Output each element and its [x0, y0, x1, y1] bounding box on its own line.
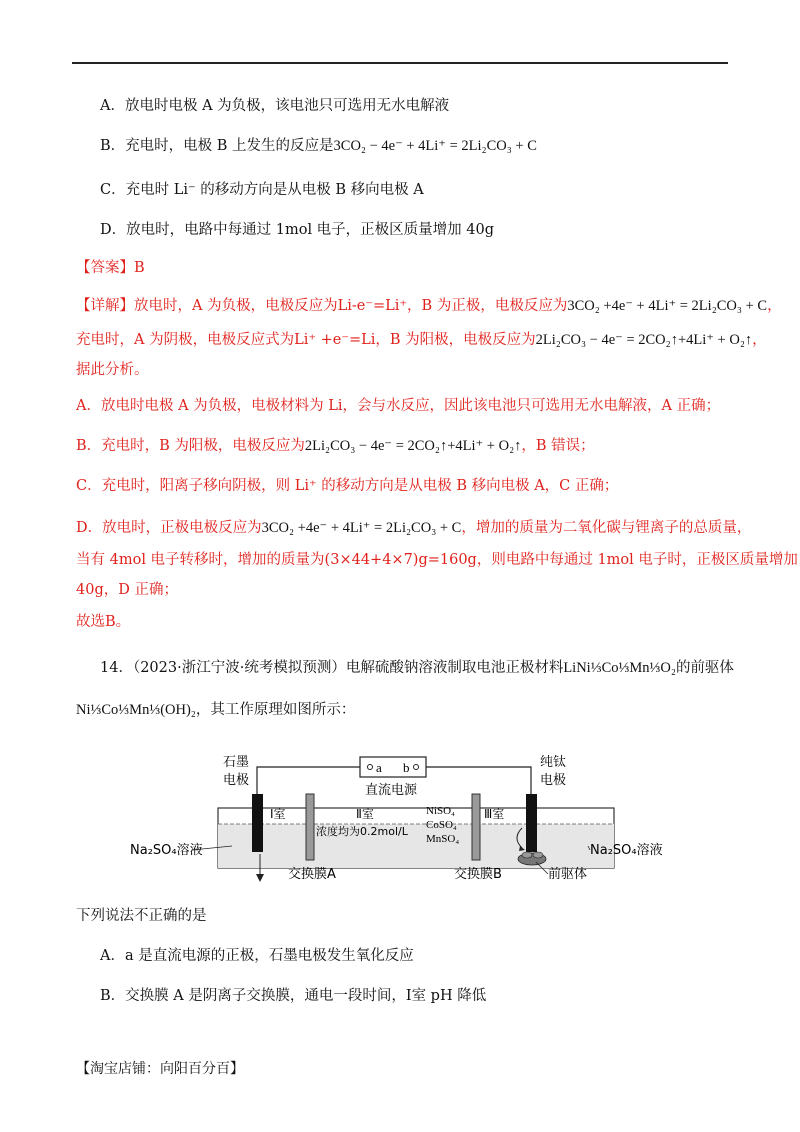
membrane-b — [472, 794, 480, 860]
terminal-b — [414, 765, 419, 770]
q14-option-a: A．a 是直流电源的正极，石墨电极发生氧化反应 — [100, 948, 414, 964]
q14-material-formula: LiNi⅓Co⅓Mn⅓O₂ — [563, 660, 676, 676]
graphite-label-1: 石墨 — [223, 755, 250, 770]
q14-precursor-formula: Ni⅓Co⅓Mn⅓(OH)₂ — [76, 702, 196, 718]
membrane-a-label: 交换膜A — [288, 867, 336, 882]
q14-number: 14． — [100, 660, 133, 676]
answer-label: 【答案】B — [76, 260, 145, 276]
membrane-a — [306, 794, 314, 860]
analysis-b — [76, 436, 595, 456]
q14-stem-1 — [100, 658, 734, 678]
room-3-label: Ⅲ室 — [484, 807, 505, 821]
right-solution-label: Na₂SO₄溶液 — [590, 843, 663, 858]
detail-formula-1: 3CO₂ +4e⁻ + 4Li⁺ = 2Li₂CO₃ + C — [567, 298, 768, 314]
q14-stem-text-2: 的前驱体 — [675, 660, 734, 676]
conclusion: 故选B。 — [76, 614, 131, 630]
solution-fill — [218, 824, 614, 868]
concentration-label: 浓度均为0.2mol/L — [316, 825, 408, 838]
option-a: A．放电时电极 A 为负极，该电池只可选用无水电解液 — [100, 98, 450, 114]
analysis-d — [76, 518, 751, 538]
titanium-label-2: 电极 — [540, 773, 567, 788]
q14-question: 下列说法不正确的是 — [76, 908, 207, 924]
option-b-formula: 3CO₂ − 4e⁻ + 4Li⁺ = 2Li₂CO₃ + C — [333, 138, 537, 154]
option-d: D．放电时，电路中每通过 1mol 电子，正极区质量增加 40g — [100, 222, 495, 238]
analysis-d-text: D．放电时，正极电极反应为 — [76, 520, 262, 536]
q14-source: （2023·浙江宁波·统考模拟预测） — [132, 660, 346, 676]
q14-stem-text-3: ，其工作原理如图所示： — [195, 702, 356, 718]
option-b-text: B．充电时，电极 B 上发生的反应是 — [100, 138, 334, 154]
detail-line-3: 据此分析。 — [76, 362, 149, 378]
analysis-d-3: 40g，D 正确； — [76, 582, 178, 598]
q14-stem-2 — [76, 700, 355, 720]
wire-left — [257, 767, 360, 794]
salt-1: NiSO₄ — [426, 805, 455, 817]
detail-text-1: 放电时，A 为负极，电极反应为Li-e⁻=Li⁺，B 为正极，电极反应为 — [134, 298, 568, 314]
detail-line-1 — [76, 296, 782, 316]
detail-tail-1: ， — [767, 298, 782, 314]
analysis-d-2: 当有 4mol 电子转移时，增加的质量为(3×44+4×7)g=160g，则电路中每通过 1mol 电子时，正极区质量增加 — [76, 552, 798, 568]
power-label: 直流电源 — [365, 783, 418, 798]
titanium-label-1: 纯钛 — [540, 755, 567, 770]
room-1-label: Ⅰ室 — [270, 807, 286, 821]
detail-label: 【详解】 — [76, 298, 134, 314]
salt-3: MnSO₄ — [426, 833, 460, 845]
membrane-b-label: 交换膜B — [454, 867, 502, 882]
graphite-electrode — [252, 794, 263, 852]
precursor-label: 前驱体 — [548, 867, 588, 882]
precursor-pile — [518, 852, 546, 865]
analysis-a: A．放电时电极 A 为负极，电极材料为 Li，会与水反应，因此该电池只可选用无水电解液，A 正确； — [76, 398, 721, 414]
option-b — [100, 136, 537, 156]
detail-tail-2: ， — [752, 332, 767, 348]
analysis-b-text: B．充电时，B 为阳极，电极反应为 — [76, 438, 305, 454]
terminal-a — [368, 765, 373, 770]
analysis-b-tail: ，B 错误； — [521, 438, 595, 454]
top-rule — [72, 62, 728, 64]
detail-text-2: 充电时，A 为阴极，电极反应式为Li⁺ +e⁻=Li，B 为阳极，电极反应为 — [76, 332, 536, 348]
left-solution-label: Na₂SO₄溶液 — [130, 843, 203, 858]
analysis-c: C．充电时，阳离子移向阴极，则 Li⁺ 的移动方向是从电极 B 移向电极 A，C 正确； — [76, 478, 619, 494]
q14-option-b: B．交换膜 A 是阴离子交换膜，通电一段时间，Ⅰ室 pH 降低 — [100, 988, 487, 1004]
q14-stem-text: 电解硫酸钠溶液制取电池正极材料 — [345, 660, 564, 676]
down-arrow-head-icon — [256, 874, 264, 882]
salt-2: CoSO₄ — [426, 819, 457, 831]
electrolysis-diagram — [120, 742, 680, 892]
analysis-b-formula: 2Li₂CO₃ − 4e⁻ = 2CO₂↑+4Li⁺ + O₂↑ — [304, 438, 522, 454]
room-2-label: Ⅱ室 — [356, 807, 374, 821]
terminal-b-label: b — [403, 760, 410, 775]
terminal-a-label: a — [376, 760, 382, 775]
analysis-d-tail: ，增加的质量为二氧化碳与锂离子的总质量， — [461, 520, 752, 536]
detail-line-2 — [76, 330, 767, 350]
analysis-d-formula: 3CO₂ +4e⁻ + 4Li⁺ = 2Li₂CO₃ + C — [261, 520, 462, 536]
option-c: C．充电时 Li⁻ 的移动方向是从电极 B 移向电极 A — [100, 182, 424, 198]
titanium-electrode — [526, 794, 537, 852]
detail-formula-2: 2Li₂CO₃ − 4e⁻ = 2CO₂↑+4Li⁺ + O₂↑ — [535, 332, 753, 348]
footer-shop: 【淘宝店铺：向阳百分百】 — [76, 1061, 244, 1077]
graphite-label-2: 电极 — [223, 773, 250, 788]
wire-right — [426, 767, 531, 794]
